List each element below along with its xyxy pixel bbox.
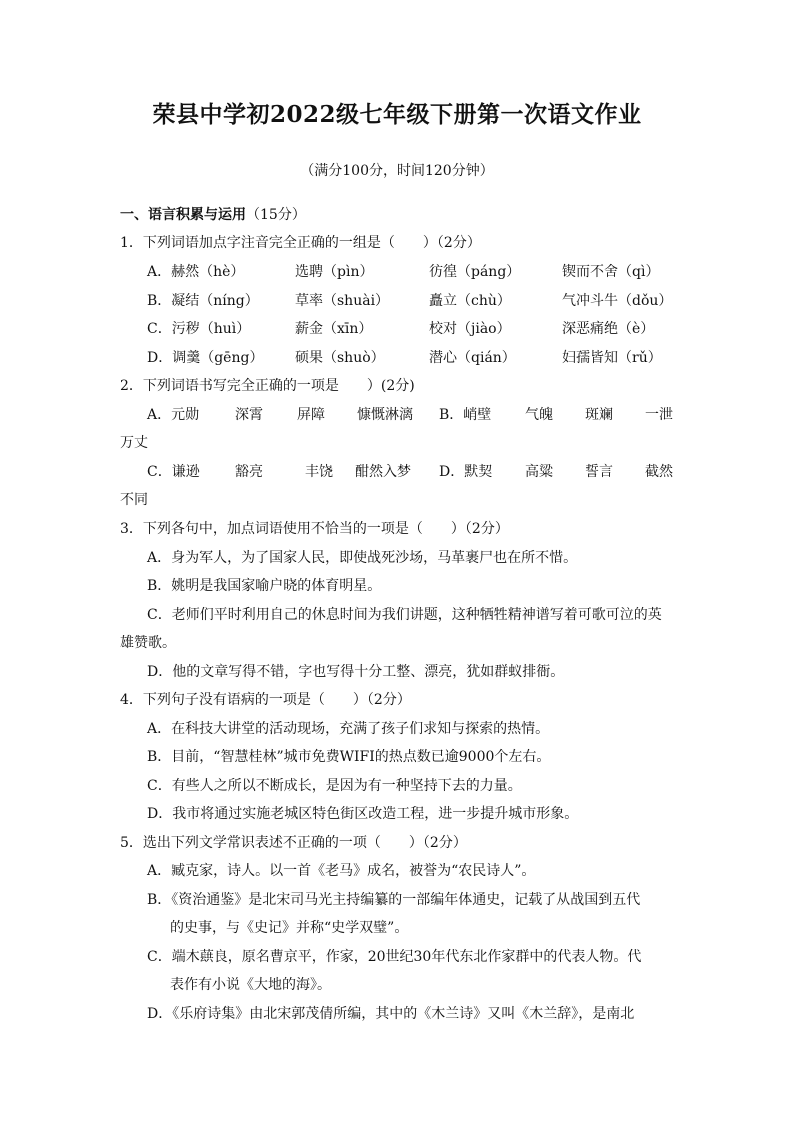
option-cell: 锲而不舍（qì） (562, 264, 660, 280)
option-word: B．峭壁 (439, 407, 492, 423)
option-cell: 彷徨（páng） (429, 264, 521, 280)
question-4-option-d: D．我市将通过实施老城区特色街区改造工程，进一步提升城市形象。 (147, 806, 579, 822)
option-cell: 硕果（shuò） (295, 350, 385, 366)
question-5-option-b: B．《资治通鉴》是北宋司马光主持编纂的一部编年体通史，记载了从战国到五代 (147, 892, 641, 908)
question-2-row (147, 461, 677, 481)
option-word: 豁亮 (235, 464, 263, 480)
question-5-option-d: D．《乐府诗集》由北宋郭茂倩所编，其中的《木兰诗》又叫《木兰辞》，是南北 (147, 1006, 635, 1022)
question-3-option-c: C．老师们平时利用自己的休息时间为我们讲题，这种牺牲精神谱写着可歌可泣的英 (147, 607, 662, 623)
option-cell: 矗立（chù） (429, 293, 511, 309)
option-word: 深霄 (235, 407, 263, 423)
question-3-option-d: D．他的文章写得不错，字也写得十分工整、漂亮，犹如群蚁排衙。 (147, 664, 565, 680)
option-cell: 薪金（xīn） (295, 321, 373, 337)
question-1-stem: 1．下列词语加点字注音完全正确的一组是（ ）（2分） (120, 235, 481, 251)
option-word: 一泄 (645, 407, 673, 423)
option-word: 丰饶 (305, 464, 333, 480)
question-4-option-a: A．在科技大讲堂的活动现场，充满了孩子们求知与探索的热情。 (147, 721, 550, 737)
question-2-row (147, 404, 677, 424)
question-4-option-b: B．目前，“智慧桂林”城市免费WIFI的热点数已逾9000个左右。 (147, 749, 551, 765)
question-2-continuation: 万丈 (120, 435, 148, 451)
question-3-option-a: A．身为军人，为了国家人民，即使战死沙场，马革裹尸也在所不惜。 (147, 550, 578, 566)
option-word: 截然 (645, 464, 673, 480)
question-5-stem: 5．选出下列文学常识表述不正确的一项（ ）（2分） (120, 835, 467, 851)
option-cell: 气冲斗牛（dǒu） (562, 293, 673, 309)
option-cell: A．赫然（hè） (147, 264, 245, 280)
option-cell: 草率（shuài） (295, 293, 390, 309)
question-2-stem: 2．下列词语书写完全正确的一项是 ）(2分) (120, 378, 415, 394)
page-title: 荣县中学初2022级七年级下册第一次语文作业 (152, 101, 642, 128)
option-word: A．元勋 (147, 407, 200, 423)
section-points: （15分） (246, 207, 306, 223)
option-cell: C．污秽（huì） (147, 321, 251, 337)
question-5-option-c: C．端木蕻良，原名曹京平，作家，20世纪30年代东北作家群中的代表人物。代 (147, 949, 642, 965)
option-word: 酣然入梦 (355, 464, 411, 480)
question-5-option-c-continuation: 表作有小说《大地的海》。 (170, 977, 331, 993)
question-1-option-row (147, 290, 677, 310)
question-2-continuation: 不同 (120, 492, 148, 508)
option-cell: 选聘（pìn） (295, 264, 374, 280)
section-label: 一、语言积累与运用 (120, 207, 246, 223)
option-cell: 妇孺皆知（rǔ） (562, 350, 662, 366)
question-4-stem: 4．下列句子没有语病的一项是（ ）（2分） (120, 692, 411, 708)
section-heading (120, 204, 306, 224)
option-word: 气魄 (525, 407, 553, 423)
option-word: C．谦逊 (147, 464, 200, 480)
question-5-option-a: A．臧克家，诗人。以一首《老马》成名，被誉为“农民诗人”。 (147, 863, 536, 879)
question-4-option-c: C．有些人之所以不断成长，是因为有一种坚持下去的力量。 (147, 778, 522, 794)
question-3-option-c-continuation: 雄赞歌。 (120, 635, 176, 651)
option-word: 高粱 (525, 464, 553, 480)
question-5-option-b-continuation: 的史事，与《史记》并称“史学双璧”。 (170, 920, 409, 936)
option-cell: D．调羹（gēng） (147, 350, 264, 366)
page-subtitle: （满分100分，时间120分钟） (300, 163, 494, 179)
option-word: 慷慨淋漓 (357, 407, 413, 423)
question-1-option-row (147, 347, 677, 367)
question-3-option-b: B．姚明是我国家喻户晓的体育明星。 (147, 578, 382, 594)
question-3-stem: 3．下列各句中，加点词语使用不恰当的一项是（ ）（2分） (120, 521, 509, 537)
option-word: D．默契 (439, 464, 493, 480)
option-word: 屏障 (297, 407, 325, 423)
option-cell: 校对（jiào） (429, 321, 511, 337)
option-word: 誓言 (585, 464, 613, 480)
option-cell: B．凝结（níng） (147, 293, 259, 309)
question-1-option-row (147, 318, 677, 338)
option-word: 斑斓 (585, 407, 613, 423)
question-1-option-row (147, 261, 677, 281)
option-cell: 潜心（qián） (429, 350, 516, 366)
option-cell: 深恶痛绝（è） (562, 321, 655, 337)
